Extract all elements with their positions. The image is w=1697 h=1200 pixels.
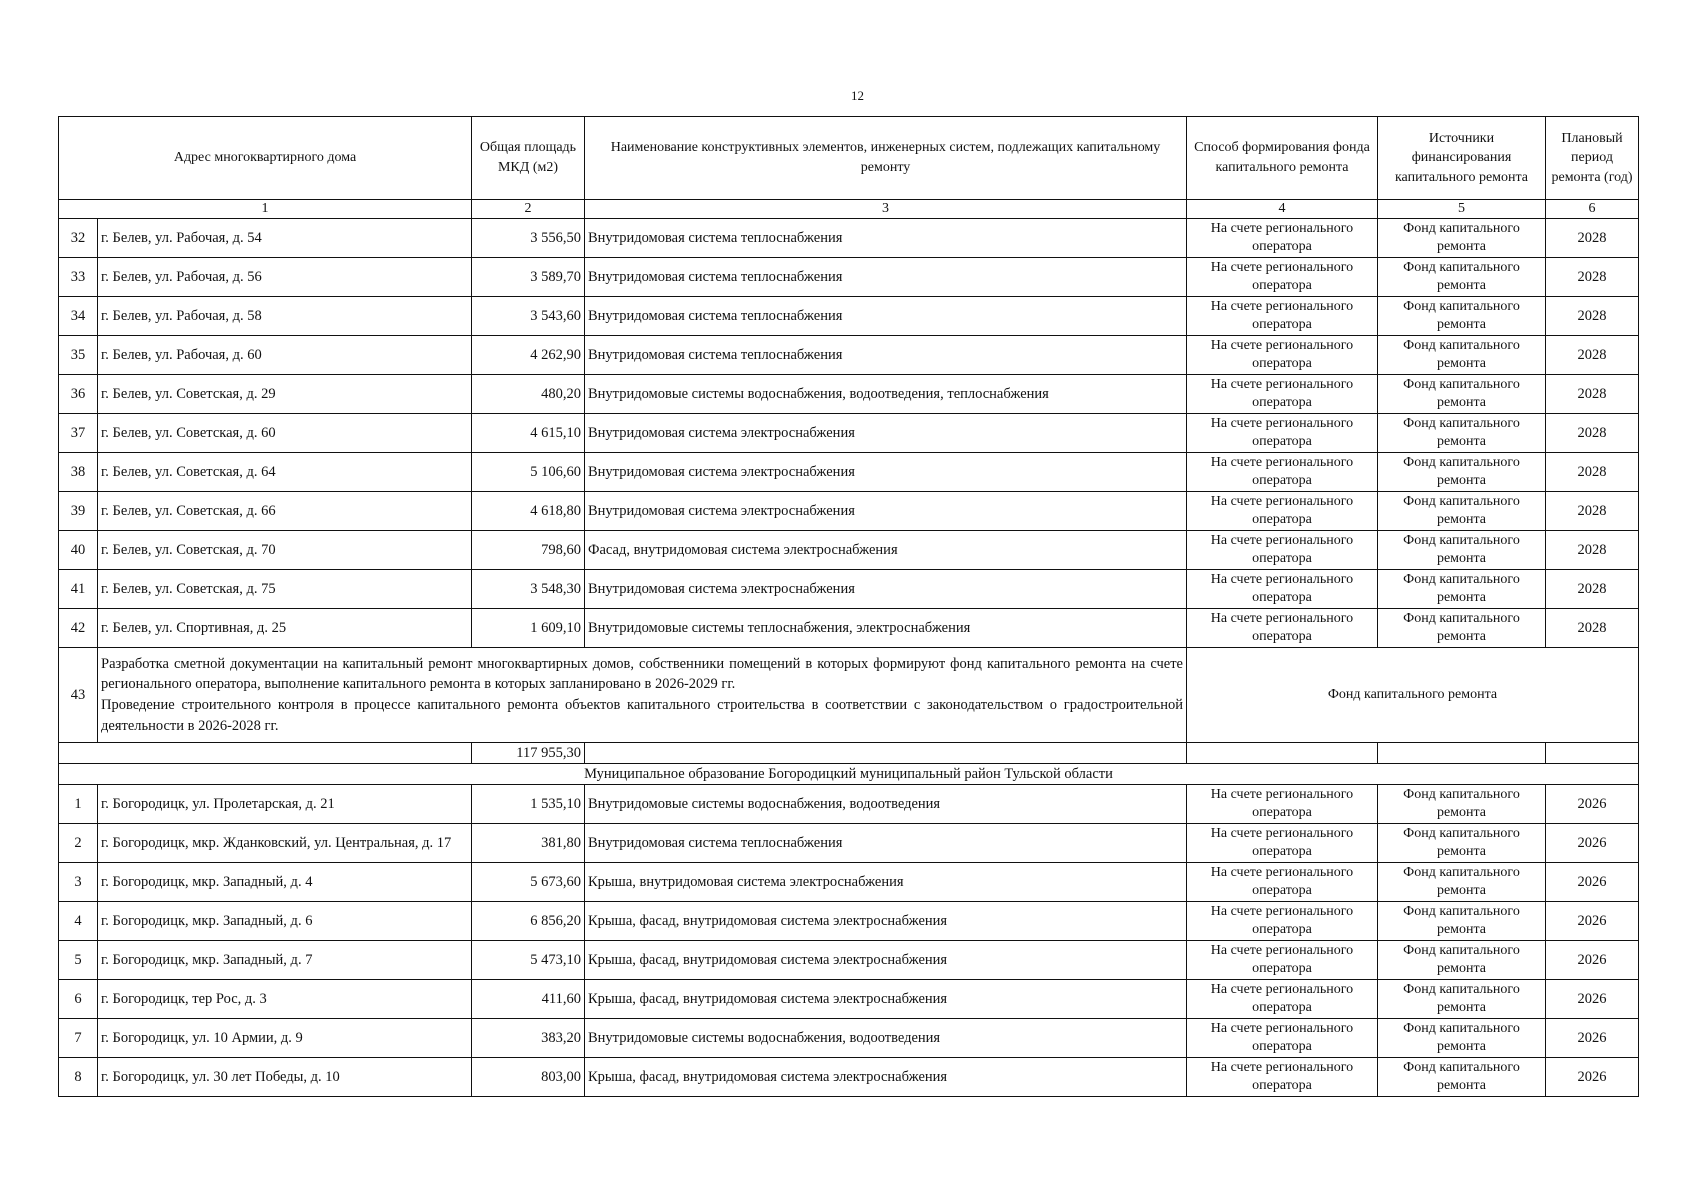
table-row: [59, 453, 1639, 492]
row-funding-source: Фонд капитального ремонта: [1378, 902, 1546, 941]
repair-plan-table: [58, 116, 1639, 1097]
row-number: 37: [59, 414, 98, 453]
row-year: 2028: [1546, 375, 1639, 414]
row-elements: Крыша, фасад, внутридомовая система электроснабжения: [585, 902, 1187, 941]
table-header-row: [59, 117, 1639, 200]
header-elements: Наименование конструктивных элементов, инженерных систем, подлежащих капитальному ремонту: [585, 117, 1187, 200]
row-number: 5: [59, 941, 98, 980]
row-address: г. Белев, ул. Советская, д. 75: [98, 570, 472, 609]
row-funding-method: На счете регионального оператора: [1187, 1019, 1378, 1058]
row-year: 2026: [1546, 863, 1639, 902]
table-row: [59, 375, 1639, 414]
row-area: 5 473,10: [472, 941, 585, 980]
row-funding-source: Фонд капитального ремонта: [1378, 980, 1546, 1019]
table-row: [59, 297, 1639, 336]
row-area: 1 535,10: [472, 785, 585, 824]
row-funding-source: Фонд капитального ремонта: [1378, 1019, 1546, 1058]
row-funding-method: На счете регионального оператора: [1187, 453, 1378, 492]
row-area: 6 856,20: [472, 902, 585, 941]
total-empty-cell: [1378, 743, 1546, 764]
row-funding-source: Фонд капитального ремонта: [1378, 531, 1546, 570]
row-area: 381,80: [472, 824, 585, 863]
row-number: 41: [59, 570, 98, 609]
row-elements: Внутридомовая система электроснабжения: [585, 414, 1187, 453]
table-row: [59, 336, 1639, 375]
row-funding-method: На счете регионального оператора: [1187, 492, 1378, 531]
row-address: г. Богородицк, мкр. Западный, д. 4: [98, 863, 472, 902]
row-funding-method: На счете регионального оператора: [1187, 824, 1378, 863]
row-43-text-line-2: Проведение строительного контроля в процессе капитального ремонта объектов капитального строительства в соответствии с законодательством о градостроительной деятельности в 2026-2028 гг.: [101, 697, 1183, 734]
row-address: г. Белев, ул. Спортивная, д. 25: [98, 609, 472, 648]
row-address: г. Богородицк, ул. Пролетарская, д. 21: [98, 785, 472, 824]
row-number: 1: [59, 785, 98, 824]
header-method: Способ формирования фонда капитального ремонта: [1187, 117, 1378, 200]
row-number: 42: [59, 609, 98, 648]
row-elements: Внутридомовая система теплоснабжения: [585, 297, 1187, 336]
row-number: 4: [59, 902, 98, 941]
row-43-funding-source: Фонд капитального ремонта: [1187, 648, 1639, 743]
row-funding-source: Фонд капитального ремонта: [1378, 1058, 1546, 1097]
row-funding-method: На счете регионального оператора: [1187, 570, 1378, 609]
row-year: 2028: [1546, 414, 1639, 453]
row-address: г. Богородицк, ул. 10 Армии, д. 9: [98, 1019, 472, 1058]
row-year: 2028: [1546, 570, 1639, 609]
row-address: г. Белев, ул. Советская, д. 64: [98, 453, 472, 492]
row-address: г. Богородицк, ул. 30 лет Победы, д. 10: [98, 1058, 472, 1097]
row-address: г. Белев, ул. Советская, д. 60: [98, 414, 472, 453]
total-empty-cell: [585, 743, 1187, 764]
table-row: [59, 609, 1639, 648]
column-number: 2: [472, 200, 585, 219]
row-funding-method: На счете регионального оператора: [1187, 414, 1378, 453]
table-row: [59, 414, 1639, 453]
row-address: г. Богородицк, мкр. Жданковский, ул. Центральная, д. 17: [98, 824, 472, 863]
row-funding-method: На счете регионального оператора: [1187, 336, 1378, 375]
header-address: Адрес многоквартирного дома: [59, 117, 472, 200]
row-address: г. Белев, ул. Рабочая, д. 54: [98, 219, 472, 258]
row-address: г. Белев, ул. Советская, д. 70: [98, 531, 472, 570]
row-funding-source: Фонд капитального ремонта: [1378, 863, 1546, 902]
row-area: 798,60: [472, 531, 585, 570]
row-elements: Внутридомовые системы теплоснабжения, электроснабжения: [585, 609, 1187, 648]
row-number: 35: [59, 336, 98, 375]
section-title: Муниципальное образование Богородицкий муниципальный район Тульской области: [59, 764, 1639, 785]
row-area: 4 618,80: [472, 492, 585, 531]
table-row: [59, 863, 1639, 902]
table-row: [59, 570, 1639, 609]
row-year: 2028: [1546, 531, 1639, 570]
row-year: 2026: [1546, 980, 1639, 1019]
row-funding-source: Фонд капитального ремонта: [1378, 824, 1546, 863]
row-area: 5 106,60: [472, 453, 585, 492]
row-area: 4 615,10: [472, 414, 585, 453]
row-number: 40: [59, 531, 98, 570]
column-number: 1: [59, 200, 472, 219]
column-number-row: [59, 200, 1639, 219]
row-funding-method: На счете регионального оператора: [1187, 1058, 1378, 1097]
row-address: г. Богородицк, мкр. Западный, д. 7: [98, 941, 472, 980]
row-number: 33: [59, 258, 98, 297]
column-number: 3: [585, 200, 1187, 219]
row-area: 3 556,50: [472, 219, 585, 258]
row-elements: Внутридомовая система теплоснабжения: [585, 824, 1187, 863]
row-year: 2026: [1546, 1058, 1639, 1097]
row-elements: Внутридомовые системы водоснабжения, водоотведения, теплоснабжения: [585, 375, 1187, 414]
row-year: 2026: [1546, 824, 1639, 863]
row-elements: Внутридомовая система электроснабжения: [585, 570, 1187, 609]
row-area: 803,00: [472, 1058, 585, 1097]
row-number: 34: [59, 297, 98, 336]
total-empty-cell: [1546, 743, 1639, 764]
row-43-description: [98, 648, 1187, 743]
row-funding-source: Фонд капитального ремонта: [1378, 492, 1546, 531]
table-row: [59, 1058, 1639, 1097]
row-year: 2028: [1546, 492, 1639, 531]
row-year: 2026: [1546, 1019, 1639, 1058]
header-sources: Источники финансирования капитального ремонта: [1378, 117, 1546, 200]
row-number: 3: [59, 863, 98, 902]
row-area: 3 589,70: [472, 258, 585, 297]
column-number: 6: [1546, 200, 1639, 219]
row-address: г. Белев, ул. Рабочая, д. 56: [98, 258, 472, 297]
row-year: 2028: [1546, 297, 1639, 336]
row-elements: Внутридомовая система теплоснабжения: [585, 219, 1187, 258]
row-funding-source: Фонд капитального ремонта: [1378, 941, 1546, 980]
row-area: 1 609,10: [472, 609, 585, 648]
row-funding-method: На счете регионального оператора: [1187, 531, 1378, 570]
row-funding-method: На счете регионального оператора: [1187, 980, 1378, 1019]
table-row: [59, 902, 1639, 941]
row-number: 2: [59, 824, 98, 863]
row-funding-source: Фонд капитального ремонта: [1378, 297, 1546, 336]
table-row: [59, 980, 1639, 1019]
table-row: [59, 258, 1639, 297]
row-address: г. Белев, ул. Советская, д. 29: [98, 375, 472, 414]
row-number: 39: [59, 492, 98, 531]
row-area: 411,60: [472, 980, 585, 1019]
row-elements: Внутридомовая система теплоснабжения: [585, 336, 1187, 375]
section-header-row: [59, 764, 1639, 785]
row-number: 8: [59, 1058, 98, 1097]
row-area: 480,20: [472, 375, 585, 414]
row-number: 6: [59, 980, 98, 1019]
row-funding-source: Фонд капитального ремонта: [1378, 336, 1546, 375]
row-year: 2026: [1546, 902, 1639, 941]
row-elements: Крыша, фасад, внутридомовая система электроснабжения: [585, 941, 1187, 980]
row-year: 2028: [1546, 609, 1639, 648]
row-funding-method: На счете регионального оператора: [1187, 219, 1378, 258]
row-elements: Крыша, фасад, внутридомовая система электроснабжения: [585, 980, 1187, 1019]
total-label-cell: [59, 743, 472, 764]
row-43-text-line-1: Разработка сметной документации на капитальный ремонт многоквартирных домов, собственники помещений в которых формируют фонд капитального ремонта на счете регионального оператора, выполнение капитального ремонта в которых запланировано в 2026-2029 гг.: [101, 655, 1183, 693]
table-row: [59, 1019, 1639, 1058]
row-funding-source: Фонд капитального ремонта: [1378, 609, 1546, 648]
row-funding-method: На счете регионального оператора: [1187, 297, 1378, 336]
row-funding-method: На счете регионального оператора: [1187, 609, 1378, 648]
row-address: г. Богородицк, тер Рос, д. 3: [98, 980, 472, 1019]
table-row: [59, 785, 1639, 824]
table-row: [59, 941, 1639, 980]
row-address: г. Богородицк, мкр. Западный, д. 6: [98, 902, 472, 941]
row-elements: Внутридомовые системы водоснабжения, водоотведения: [585, 1019, 1187, 1058]
row-elements: Фасад, внутридомовая система электроснабжения: [585, 531, 1187, 570]
row-funding-source: Фонд капитального ремонта: [1378, 375, 1546, 414]
row-area: 3 543,60: [472, 297, 585, 336]
total-row: [59, 743, 1639, 764]
row-funding-source: Фонд капитального ремонта: [1378, 453, 1546, 492]
row-funding-method: На счете регионального оператора: [1187, 863, 1378, 902]
table-row: [59, 531, 1639, 570]
row-number: 32: [59, 219, 98, 258]
header-area: Общая площадь МКД (м2): [472, 117, 585, 200]
row-funding-method: На счете регионального оператора: [1187, 258, 1378, 297]
row-funding-method: На счете регионального оператора: [1187, 785, 1378, 824]
row-number: 36: [59, 375, 98, 414]
row-number: 43: [59, 648, 98, 743]
row-address: г. Белев, ул. Рабочая, д. 58: [98, 297, 472, 336]
row-year: 2028: [1546, 336, 1639, 375]
row-address: г. Белев, ул. Советская, д. 66: [98, 492, 472, 531]
row-number: 7: [59, 1019, 98, 1058]
row-funding-method: На счете регионального оператора: [1187, 941, 1378, 980]
row-elements: Внутридомовая система электроснабжения: [585, 453, 1187, 492]
row-year: 2028: [1546, 219, 1639, 258]
row-funding-source: Фонд капитального ремонта: [1378, 570, 1546, 609]
row-funding-source: Фонд капитального ремонта: [1378, 785, 1546, 824]
row-year: 2028: [1546, 453, 1639, 492]
row-area: 5 673,60: [472, 863, 585, 902]
row-elements: Внутридомовые системы водоснабжения, водоотведения: [585, 785, 1187, 824]
row-funding-source: Фонд капитального ремонта: [1378, 219, 1546, 258]
row-elements: Внутридомовая система электроснабжения: [585, 492, 1187, 531]
table-row: [59, 824, 1639, 863]
row-funding-method: На счете регионального оператора: [1187, 902, 1378, 941]
row-area: 383,20: [472, 1019, 585, 1058]
row-area: 3 548,30: [472, 570, 585, 609]
row-address: г. Белев, ул. Рабочая, д. 60: [98, 336, 472, 375]
page-number: 12: [851, 88, 864, 103]
total-empty-cell: [1187, 743, 1378, 764]
row-elements: Крыша, внутридомовая система электроснабжения: [585, 863, 1187, 902]
row-43-design-documentation: [59, 648, 1639, 743]
column-number: 4: [1187, 200, 1378, 219]
row-elements: Крыша, фасад, внутридомовая система электроснабжения: [585, 1058, 1187, 1097]
table-row: [59, 492, 1639, 531]
row-funding-source: Фонд капитального ремонта: [1378, 258, 1546, 297]
row-year: 2026: [1546, 785, 1639, 824]
header-period: Плановый период ремонта (год): [1546, 117, 1639, 200]
row-year: 2026: [1546, 941, 1639, 980]
row-area: 4 262,90: [472, 336, 585, 375]
row-number: 38: [59, 453, 98, 492]
column-number: 5: [1378, 200, 1546, 219]
row-year: 2028: [1546, 258, 1639, 297]
row-elements: Внутридомовая система теплоснабжения: [585, 258, 1187, 297]
row-funding-source: Фонд капитального ремонта: [1378, 414, 1546, 453]
total-area: 117 955,30: [472, 743, 585, 764]
row-funding-method: На счете регионального оператора: [1187, 375, 1378, 414]
table-row: [59, 219, 1639, 258]
